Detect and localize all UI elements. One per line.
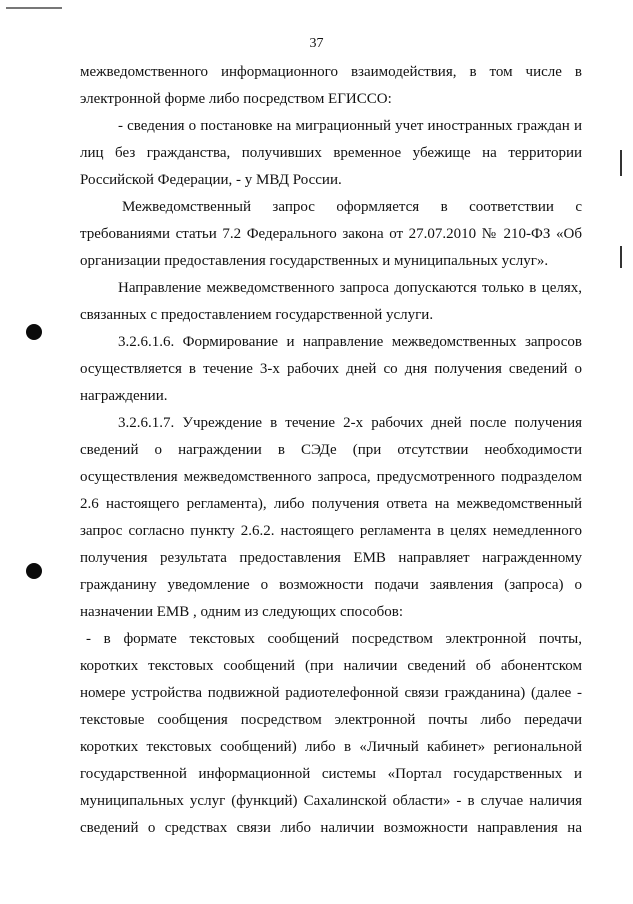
text-line: связанных с предоставлением государственной услуги.: [80, 307, 434, 323]
text-line: 2.6 настоящего регламента), либо получения ответа на межведомственный: [80, 496, 582, 512]
text-line: требованиями статьи 7.2 Федерального закона от 27.07.2010 № 210-ФЗ «Об: [80, 226, 582, 242]
text-line: осуществления межведомственного запроса, предусмотренного подразделом: [80, 469, 582, 485]
text-line: 3.2.6.1.6. Формирование и направление межведомственных запросов: [118, 334, 582, 350]
punch-hole: [26, 324, 42, 340]
text-line: - сведения о постановке на миграционный учет иностранных граждан и: [118, 118, 582, 134]
text-line: электронной форме либо посредством ЕГИССО:: [80, 91, 392, 107]
text-line: назначении ЕМВ , одним из следующих способов:: [80, 604, 404, 620]
text-line: коротких текстовых сообщений) либо в «Личный кабинет» региональной: [80, 739, 582, 755]
text-line: организации предоставления государственных и муниципальных услуг».: [80, 253, 549, 269]
text-line: награждении.: [80, 388, 168, 404]
punch-hole: [26, 563, 42, 579]
text-line: - в формате текстовых сообщений посредством электронной почты,: [86, 631, 582, 647]
text-line: межведомственного информационного взаимодействия, в том числе в: [80, 64, 582, 80]
text-line: Межведомственный запрос оформляется в соответствии с: [122, 199, 582, 215]
text-line: сведений о средствах связи либо наличии возможности направления на: [80, 820, 582, 836]
text-line: муниципальных услуг (функций) Сахалинской области» - в случае наличия: [80, 793, 582, 809]
text-line: коротких текстовых сообщений (при наличии сведений об абонентском: [80, 658, 582, 674]
text-line: текстовые сообщения посредством электронной почты либо передачи: [80, 712, 582, 728]
text-line: лиц без гражданства, получивших временное убежище на территории: [80, 145, 582, 161]
text-line: запрос согласно пункту 2.6.2. настоящего регламента в целях немедленного: [80, 523, 582, 539]
page-number: 37: [309, 36, 324, 51]
text-line: государственной информационной системы «Портал государственных и: [80, 766, 582, 782]
text-line: получения результата предоставления ЕМВ направляет награжденному: [80, 550, 582, 566]
text-line: номере устройства подвижной радиотелефонной связи гражданина) (далее -: [80, 685, 582, 701]
text-line: Российской Федерации, - у МВД России.: [80, 172, 342, 188]
scan-edge-mark: [620, 150, 622, 176]
text-line: осуществляется в течение 3-х рабочих дней со дня получения сведений о: [80, 361, 582, 377]
text-line: Направление межведомственного запроса допускаются только в целях,: [118, 280, 582, 296]
scan-smudge: [6, 7, 62, 9]
text-line: гражданину уведомление о возможности подачи заявления (запроса) о: [80, 577, 582, 593]
text-line: 3.2.6.1.7. Учреждение в течение 2-х рабочих дней после получения: [118, 415, 582, 431]
scan-edge-mark: [620, 246, 622, 268]
text-line: сведений о награждении в СЭДе (при отсутствии необходимости: [80, 442, 582, 458]
